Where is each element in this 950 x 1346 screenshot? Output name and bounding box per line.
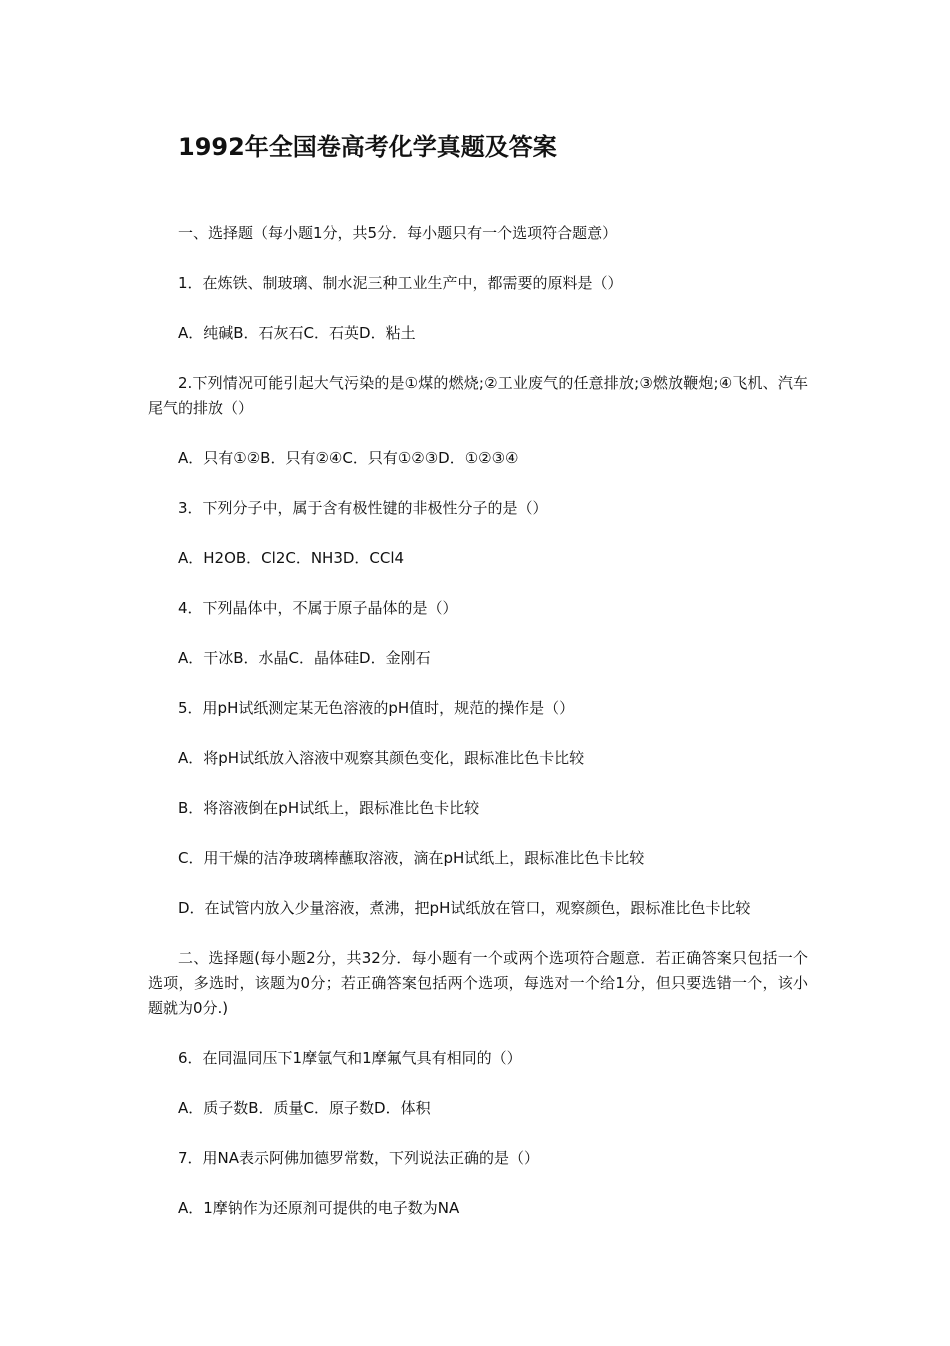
question-1: 1．在炼铁、制玻璃、制水泥三种工业生产中，都需要的原料是（） — [178, 274, 623, 292]
question-6-options: A．质子数B．质量C．原子数D．体积 — [178, 1099, 431, 1117]
question-7-option-a: A．1摩钠作为还原剂可提供的电子数为NA — [178, 1199, 460, 1217]
question-1-options: A．纯碱B．石灰石C．石英D．粘土 — [178, 324, 416, 342]
question-4-options: A．干冰B．水晶C．晶体硅D．金刚石 — [178, 649, 431, 667]
section-two-heading: 二、选择题(每小题2分，共32分．每小题有一个或两个选项符合题意．若正确答案只包括一个选项，多选时，该题为0分；若正确答案包括两个选项，每选对一个给1分，但只要选错一个，该小题就为0分.) — [148, 949, 808, 1017]
question-5: 5．用pH试纸测定某无色溶液的pH值时，规范的操作是（） — [178, 699, 575, 717]
document-title: 1992年全国卷高考化学真题及答案 — [178, 133, 557, 161]
question-5-option-d: D．在试管内放入少量溶液，煮沸，把pH试纸放在管口，观察颜色，跟标准比色卡比较 — [178, 899, 751, 917]
question-3: 3．下列分子中，属于含有极性键的非极性分子的是（） — [178, 499, 548, 517]
section-one-heading: 一、选择题（每小题1分，共5分．每小题只有一个选项符合题意） — [178, 224, 618, 242]
question-5-option-a: A．将pH试纸放入溶液中观察其颜色变化，跟标准比色卡比较 — [178, 749, 585, 767]
question-5-option-c: C．用干燥的洁净玻璃棒蘸取溶液，滴在pH试纸上，跟标准比色卡比较 — [178, 849, 645, 867]
question-3-options: A．H2OB．Cl2C．NH3D．CCl4 — [178, 549, 405, 567]
question-4: 4．下列晶体中，不属于原子晶体的是（） — [178, 599, 458, 617]
question-2-options: A．只有①②B．只有②④C．只有①②③D．①②③④ — [178, 449, 519, 467]
question-5-option-b: B．将溶液倒在pH试纸上，跟标准比色卡比较 — [178, 799, 480, 817]
question-6: 6．在同温同压下1摩氩气和1摩氟气具有相同的（） — [178, 1049, 522, 1067]
question-7: 7．用NA表示阿佛加德罗常数，下列说法正确的是（） — [178, 1149, 540, 1167]
document-body — [148, 221, 808, 1221]
question-2: 2.下列情况可能引起大气污染的是①煤的燃烧;②工业废气的任意排放;③燃放鞭炮;④飞机、汽车尾气的排放（） — [148, 374, 808, 417]
